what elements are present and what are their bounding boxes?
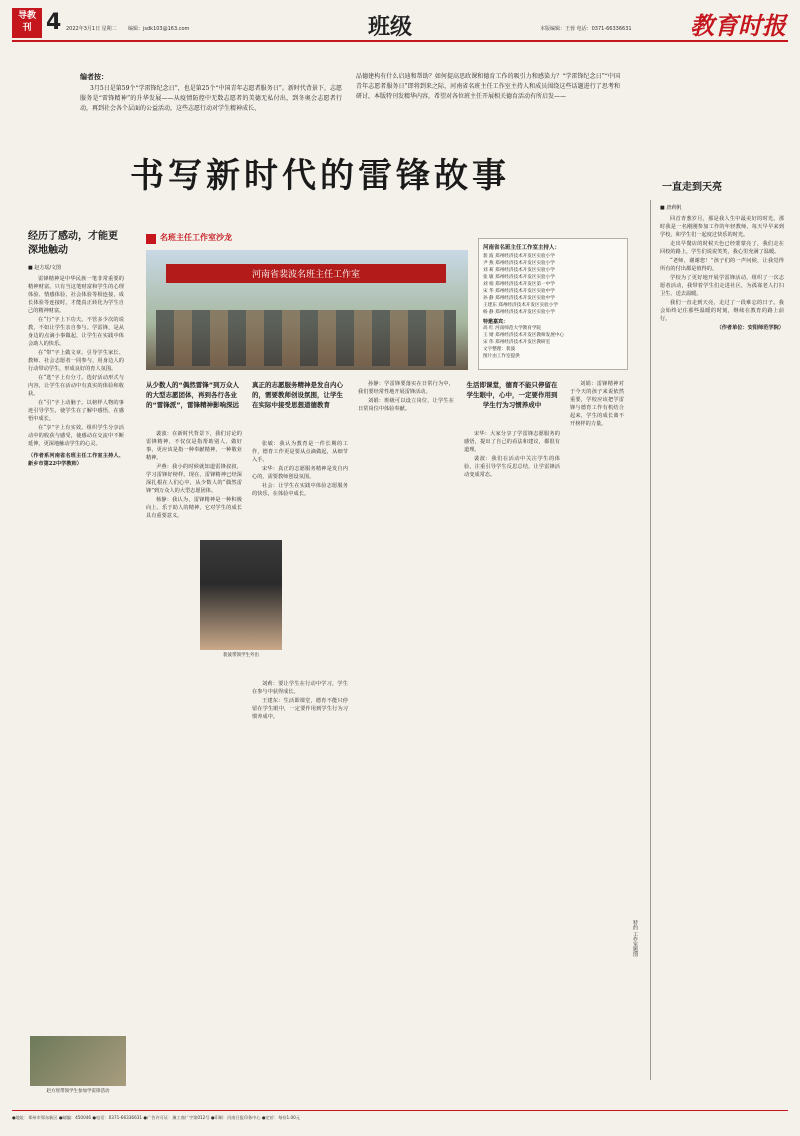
left-column <box>28 230 124 1070</box>
right-body <box>660 215 784 332</box>
salon-col-d <box>358 380 454 1060</box>
member-item: 张 敏 郑州经济技术开发区实验小学 <box>483 275 555 280</box>
editor-email: 编辑：jsdk103@163.com <box>128 26 190 32</box>
member-item: 王建东 郑州经济技术开发区实验小学 <box>483 303 558 308</box>
members-title: 河南省名班主任工作室主持人： <box>483 245 561 251</box>
left-para: 在“引”字上动脑子。以榜样人物的事迹引导学生，使学生在了解中感悟，在感悟中成长。 <box>28 400 124 422</box>
intro-text-right: 品德建构有什么启迪和帮助？如何提高思政课和德育工作的吸引力和感染力？“学雷锋纪念日”“中国青年志愿者服务日”即将到来之际，河南省名班主任工作室主持人和成员围绕这些话题进行了思考和研讨，本版特刊发精华内容，希望对各位班主任开展相关德育活动有所启发—— <box>356 73 620 100</box>
left-para: 在“带”字上做文章。引导学生家长、教师、社会志愿者一同参与，用身边人的行动带动学生，形成良好的育人氛围。 <box>28 350 124 372</box>
left-para: 在“行”字上下功夫。不管多少次的说教，不如让学生亲自参与。学雷锋，是从身边的点滴小事做起，让学生在实践中体会助人的快乐。 <box>28 317 124 347</box>
headline: 书写新时代的雷锋故事 <box>130 156 510 196</box>
right-para: 我们一直走到天亮，走过了一段难忘的日子。我会始终记住那些温暖的时刻，继续在教育的路上前行。 <box>660 300 784 322</box>
right-byline-text: 唐莉帆 <box>666 205 682 211</box>
salon-para: 张敏：我认为教育是一件长期的工作，德育工作更是要从点滴做起，从细节入手。 <box>252 441 348 463</box>
section-title: 班级 <box>368 14 413 40</box>
left-signature: （作者系河南省名班主任工作室主持人、新乡市第22中学教师） <box>28 453 124 467</box>
salon-para: 王建东：生活即课堂，德育不能只停留在学生眼中，一定要作用到学生行为习惯养成中。 <box>252 698 348 720</box>
intro-right <box>356 72 620 103</box>
pull-quote-3: 生活即课堂，德育不能只停留在学生眼中，心中，一定要作用到学生行为习惯养成中 <box>466 381 558 409</box>
brand: 教育时报 <box>690 11 786 40</box>
group-photo-banner: 河南省裴波名班主任工作室 <box>166 264 446 283</box>
members-box <box>478 238 628 370</box>
logo <box>12 8 42 38</box>
intro-label: 编者按： <box>80 73 108 81</box>
member-item: 孙 静 郑州经济技术开发区实验中学 <box>483 296 555 301</box>
guest-item: 高 红 河南师范大学教育学院 <box>483 326 542 331</box>
salon-para: 刘娟：班级可以设立岗位，让学生在日常岗位中体验奉献。 <box>358 398 454 412</box>
salon-col-c <box>252 680 348 1060</box>
member-item: 杨 静 郑州经济技术开发区实验小学 <box>483 310 555 315</box>
salon-tag-text: 名班主任工作室沙龙 <box>160 233 232 242</box>
right-para: 回首青葱岁月，那是我人生中最美好的时光。那时我是一名刚刚参加工作的年轻教师，每天早早来到学校，和学生们一起度过快乐的时光。 <box>660 216 784 238</box>
salon-para: 刘娟：雷锋精神对于今天的孩子来说依然重要，学校应该把学雷锋与德育工作有机结合起来，学生的成长离不开榜样的力量。 <box>570 381 624 427</box>
member-item: 裴 波 郑州经济技术开发区实验小学 <box>483 254 555 259</box>
left-para: 在“享”字上有实效。组织学生分享活动中的收获与感受，使感动在交流中不断延伸，更深地触动学生的心灵。 <box>28 425 124 447</box>
people-row <box>156 310 456 366</box>
salon-para: 裴波：在新时代背景下，我们讨论的雷锋精神，不仅仅是指帮助别人、做好事，更应该是指一种奉献精神，一种敬业精神。 <box>146 431 242 461</box>
portrait-photo <box>200 540 282 650</box>
tag-marker <box>146 234 156 244</box>
left-headline: 经历了感动，才能更深地触动 <box>28 231 118 256</box>
left-photo-caption: 赵方瑶带领学生参加学雷锋活动 <box>46 1089 110 1094</box>
guest-item: 宋 伟 郑州经济技术开发区教研室 <box>483 340 551 345</box>
salon-para: 刘莉：要让学生在行动中学习，学生在参与中获得成长。 <box>252 681 348 695</box>
left-body <box>28 275 124 468</box>
side-headline: 一直走到天亮 <box>662 182 722 193</box>
salon-para: 宋华：真正的志愿服务精神是发自内心的，需要教师创设氛围。 <box>252 466 348 480</box>
salon-para: 孙静：学雷锋要落实在日常行为中，我们要经常性地开展雷锋活动。 <box>358 381 454 395</box>
masthead <box>0 0 800 46</box>
salon-col-e <box>464 430 560 1060</box>
left-para: 在“选”字上有分寸。选好活动形式与内容，让学生在活动中有真实的体验和收获。 <box>28 375 124 397</box>
right-info: 本版编辑：王蓉 电话：0371-66336631 <box>540 26 632 32</box>
salon-para: 裴波：我们在活动中关注学生的体验，注重引导学生反思总结，让学雷锋活动变成常态。 <box>464 456 560 478</box>
masthead-rule <box>12 40 788 42</box>
left-byline: ■ 赵方瑶/文图 <box>28 265 62 271</box>
right-column <box>660 204 784 1084</box>
left-byline-text: 赵方瑶/文图 <box>34 265 62 271</box>
photo-credit: 图片由工作室提供 <box>483 354 520 359</box>
pull-quote-1: 从少数人的“偶然雷锋”到万众人的大型志愿团体，再到各行各业的“雷锋派”，雷锋精神影响深远 <box>146 381 240 409</box>
page-number: 4 <box>46 10 62 35</box>
footer: ●地址：郑州市郑东新区 ●邮编：450046 ●电话：0371-66336631 ●广告许可证：豫工商广字第012号 ●印刷：河南日报印务中心 ●定价：每份1.00元 <box>12 1115 300 1120</box>
logo-line1: 导教 <box>17 11 36 21</box>
salon-para: 宋华：大家分享了学雷锋志愿服务的感悟，提出了自己的看法和建议，都很有道理。 <box>464 431 560 453</box>
salon-col-a <box>146 430 242 1030</box>
salon-para: 社会：让学生在实践中体验志愿服务的快乐，在体验中成长。 <box>252 483 348 497</box>
right-para: 走出早餐店的时候天色已经蒙蒙亮了，我们走在回校的路上，学生们说说笑笑，我心里充满了温暖。 <box>660 241 784 255</box>
issue-date: 2022年3月1日 星期二 <box>66 26 117 32</box>
vertical-credit: 特约 工作室题图 <box>632 920 638 957</box>
left-photo <box>30 1036 126 1086</box>
guests-title: 特邀嘉宾： <box>483 319 509 325</box>
logo-line2: 刊 <box>22 23 32 33</box>
right-byline: ■ 唐莉帆 <box>660 205 682 211</box>
intro-text-left: 3月5日是第59个“学雷锋纪念日”，也是第25个“中国青年志愿者服务日”。新时代背景下，志愿服务是“雷锋精神”的升华发展——从疫情防控中无数志愿者的美德无私付出，到冬奥会志愿者行动，再到社会各个层面的公益活动，这些志愿行动对学生精神成长、 <box>80 85 342 112</box>
pull-quote-2: 真正的志愿服务精神是发自内心的，需要教师创设氛围，让学生在实际中接受思想道德教育 <box>252 381 343 409</box>
member-item: 宋 华 郑州经济技术开发区实验中学 <box>483 289 555 294</box>
organizer: 文字整理：裴波 <box>483 347 516 352</box>
right-para: “老师，谢谢您！”孩子们的一声问候，让我觉得所有的付出都是值得的。 <box>660 258 784 272</box>
guest-item: 王 婧 郑州经济技术开发区教师发展中心 <box>483 333 565 338</box>
right-divider <box>650 200 651 1080</box>
member-item: 尹 燕 郑州经济技术开发区实验小学 <box>483 261 555 266</box>
salon-col-b <box>252 440 348 540</box>
group-photo <box>146 250 468 370</box>
intro-left <box>80 84 342 115</box>
member-item: 刘 莉 郑州经济技术开发区实验小学 <box>483 268 555 273</box>
footer-rule <box>12 1110 788 1111</box>
intro <box>80 72 620 138</box>
member-item: 刘 娟 郑州经济技术开发区第一中学 <box>483 282 555 287</box>
portrait-caption: 裴波带领学生外出 <box>223 653 259 658</box>
salon-col-f <box>570 380 624 1060</box>
right-signature: （作者单位：安阳师范学院） <box>716 325 784 331</box>
left-para: 雷锋精神是中华民族一笔非常重要的精神财富。只有当这笔财富和学生的心理体验、情感体验、社会体验等相连接，成长体验等连接时，才能真正转化为学生自己的精神财富。 <box>28 276 124 314</box>
salon-para: 尹燕：我小的时候就知道雷锋叔叔，学习雷锋好榜样。现在，雷锋精神已经深深扎根在人们心中，从少数人的“偶然雷锋”到万众人的大型志愿团体。 <box>146 464 242 494</box>
salon-para: 杨静：我认为，雷锋精神是一种积极向上、乐于助人的精神，它对学生的成长具有重要意义。 <box>146 497 242 519</box>
right-para: 学校为了更好地开展学雷锋活动，组织了一次志愿者活动，我带着学生们走进社区，为孤寡老人打扫卫生、送去温暖。 <box>660 275 784 297</box>
